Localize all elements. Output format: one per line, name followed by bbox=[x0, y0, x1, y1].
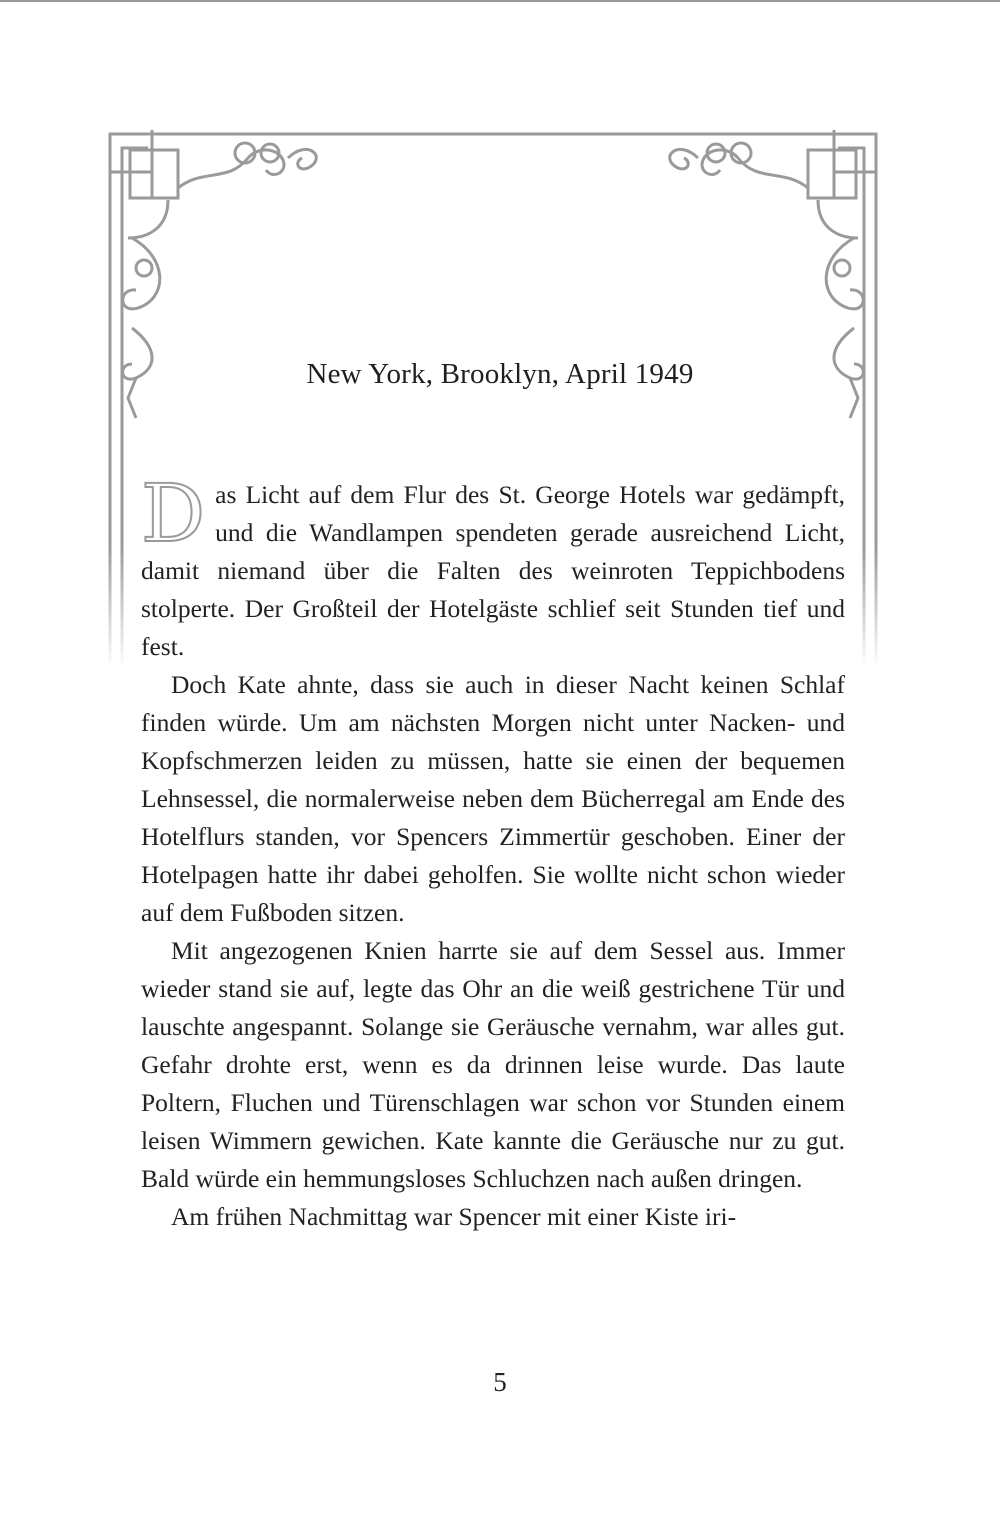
paragraph-1-text: as Licht auf dem Flur des St. George Hotels war gedämpft, und die Wandlampen spendeten gerade ausreichend Licht, damit niemand über die Falten des weinroten Teppichbodens stolperte. Der Großteil der Hotelgäste schlief seit Stunden tief und fest. bbox=[141, 480, 845, 661]
corner-knot-left bbox=[110, 130, 178, 198]
paragraph-2: Doch Kate ahnte, dass sie auch in dieser Nacht keinen Schlaf finden würde. Um am nächsten Morgen nicht unter Nacken- und Kopfschmerzen leiden zu müssen, hatte sie einen der bequemen Lehnsessel, die normalerweise neben dem Bücherregal am Ende des Hotelflurs standen, vor Spencers Zimmertür geschoben. Einer der Hotelpagen hatte ihr dabei geholfen. Sie wollte nicht schon wieder auf dem Fußboden sitzen. bbox=[141, 670, 845, 927]
paragraph-3: Mit angezogenen Knien harrte sie auf dem Sessel aus. Immer wieder stand sie auf, legte das Ohr an die weiß gestrichene Tür und lauschte angespannt. Solange sie Geräusche vernahm, war alles gut. Gefahr drohte erst, wenn es da drinnen leise wurde. Das laute Poltern, Fluchen und Türenschlagen war schon vor Stunden einem leisen Wimmern gewichen. Kate kannte die Geräusche nur zu gut. Bald würde ein hemmungsloses Schluchzen nach außen dringen. bbox=[141, 936, 845, 1193]
scroll-top-left bbox=[178, 150, 284, 188]
chapter-heading: New York, Brooklyn, April 1949 bbox=[306, 358, 694, 390]
paragraph-4: Am frühen Nachmittag war Spencer mit einer Kiste iri- bbox=[171, 1202, 737, 1231]
top-rule bbox=[0, 0, 1000, 2]
corner-knot-right bbox=[808, 130, 876, 198]
paragraph-1 bbox=[141, 467, 845, 666]
scroll-right-side bbox=[826, 238, 863, 309]
scroll-top-right bbox=[702, 150, 808, 188]
scroll-left-side bbox=[123, 238, 160, 309]
page-number: 5 bbox=[493, 1367, 507, 1397]
body-text bbox=[141, 467, 845, 1236]
drop-cap: D bbox=[141, 467, 206, 560]
